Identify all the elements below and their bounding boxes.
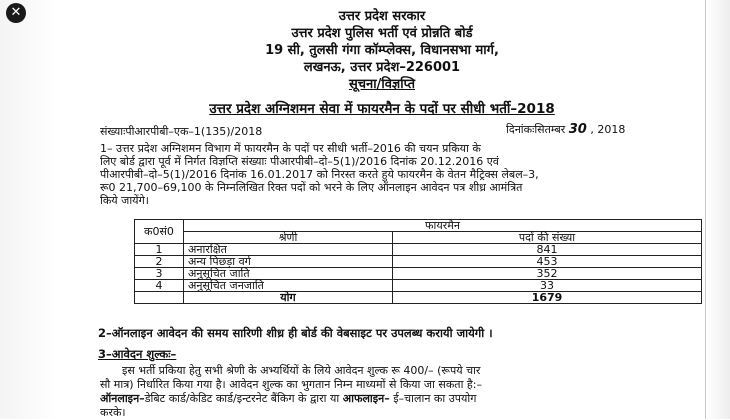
para1-line4: रू0 21,700–69,100 के निम्नलिखित रिक्त पदों को भरने के लिए ऑनलाइन आवेदन पत्र शीध्र आमंत्रित xyxy=(100,181,523,194)
row-category: अनुसूचित जाति xyxy=(184,268,393,280)
row-category: अनारक्षित xyxy=(184,244,393,256)
section2-text: 2–ऑनलाइन आवेदन की समय सारिणी शीध्र ही बोर्ड की वेबसाइट पर उपलब्ध करायी जायेगी । xyxy=(98,326,493,340)
row-sno: 3 xyxy=(135,268,184,280)
table-row xyxy=(135,244,702,256)
row-posts: 453 xyxy=(393,256,702,268)
para1-line5: किये जायेंगे। xyxy=(100,194,149,207)
viewer-right-margin xyxy=(706,0,730,419)
table-row xyxy=(135,256,702,268)
col-group-header: फायरमैन xyxy=(184,220,702,232)
table-row xyxy=(135,268,702,280)
table-header-row xyxy=(135,220,702,232)
online-methods: डेबिट कार्ड/केडिट कार्ड/इन्टरनेट बैंकिग के द्वारा या xyxy=(144,392,343,405)
section3-line2: सौ मात्र) निर्धारित किया गया है। आवेदन शुल्क का भुगतान निम्न माध्यमों से किया जा सकता है:– xyxy=(100,378,482,391)
header-board: उत्तर प्रदेश पुलिस भर्ती एवं प्रोन्नति बोर्ड xyxy=(291,26,473,41)
col-posts-header: पदों की संख्या xyxy=(393,232,702,244)
col-category-header: श्रेणी xyxy=(184,232,393,244)
row-posts: 352 xyxy=(393,268,702,280)
total-sno xyxy=(135,292,184,304)
vacancy-table xyxy=(134,219,702,304)
para1-line2: लिए बोर्ड द्वारा पूर्व में निर्गत विज्ञप्ति संख्याः पीआरपीबी–दो–5(1)/2016 दिनांक 20.12.2016 एवं xyxy=(100,155,499,168)
section3-heading: 3–आवेदन शुल्कः– xyxy=(98,347,177,361)
page-title: उत्तर प्रदेश अग्निशमन सेवा में फायरमैन के पदों पर सीधी भर्ती–2018 xyxy=(209,101,555,117)
row-sno: 2 xyxy=(135,256,184,268)
section3-line4: करके। xyxy=(100,406,126,419)
reference-number: संख्याःपीआरपीबी–एक–1(135)/2018 xyxy=(100,125,263,138)
row-category: अन्य पिछड़ा वर्ग xyxy=(184,256,393,268)
row-category: अनुसूचित जनजाति xyxy=(184,280,393,292)
table-row xyxy=(135,280,702,292)
section3-line3 xyxy=(100,392,476,406)
section3-line1: इस भर्ती प्रकिया हेतु सभी श्रेणी के अभ्यर्थियों के लिये आवेदन शुल्क रू 400/– (रूपये चार xyxy=(122,364,481,377)
viewer-left-margin xyxy=(0,0,58,419)
col-sno-header: क0सं0 xyxy=(135,220,184,244)
date-day: 30 xyxy=(568,122,587,137)
header-city: लखनऊ, उत्तर प्रदेश–226001 xyxy=(303,60,461,75)
total-value: 1679 xyxy=(393,292,702,304)
table-total-row xyxy=(135,292,702,304)
row-sno: 1 xyxy=(135,244,184,256)
date-prefix: दिनांकःसितम्बर xyxy=(506,123,566,136)
total-label: योग xyxy=(184,292,393,304)
para1-line3: पीआरपीबी–दो–5(1)/2016 दिनांक 16.01.2017 को निरस्त करते हुये फायरमैन के वेतन मैट्रिक्स लेबल–3, xyxy=(100,168,539,181)
row-posts: 841 xyxy=(393,244,702,256)
offline-label: आफलाइन– xyxy=(342,392,390,405)
row-sno: 4 xyxy=(135,280,184,292)
close-icon[interactable]: ✕ xyxy=(6,3,26,23)
header-govt: उत्तर प्रदेश सरकार xyxy=(338,9,426,24)
offline-methods: ई–चालान का उपयोग xyxy=(389,392,477,405)
document-page xyxy=(58,0,706,419)
table-subheader-row xyxy=(135,232,702,244)
header-address: 19 सी, तुलसी गंगा कॉम्प्लेक्स, विधानसभा मार्ग, xyxy=(265,43,499,58)
online-label: ऑनलाइन– xyxy=(100,392,145,405)
row-posts: 33 xyxy=(393,280,702,292)
header-notice: सूचना/विज्ञप्ति xyxy=(348,77,416,92)
notice-date xyxy=(506,122,625,137)
para1-line1: 1– उत्तर प्रदेश अग्निशमन विभाग में फायरमैन के पदों पर सीधी भर्ती–2016 की चयन प्रकिया के xyxy=(100,142,481,155)
date-year: , 2018 xyxy=(590,123,626,136)
